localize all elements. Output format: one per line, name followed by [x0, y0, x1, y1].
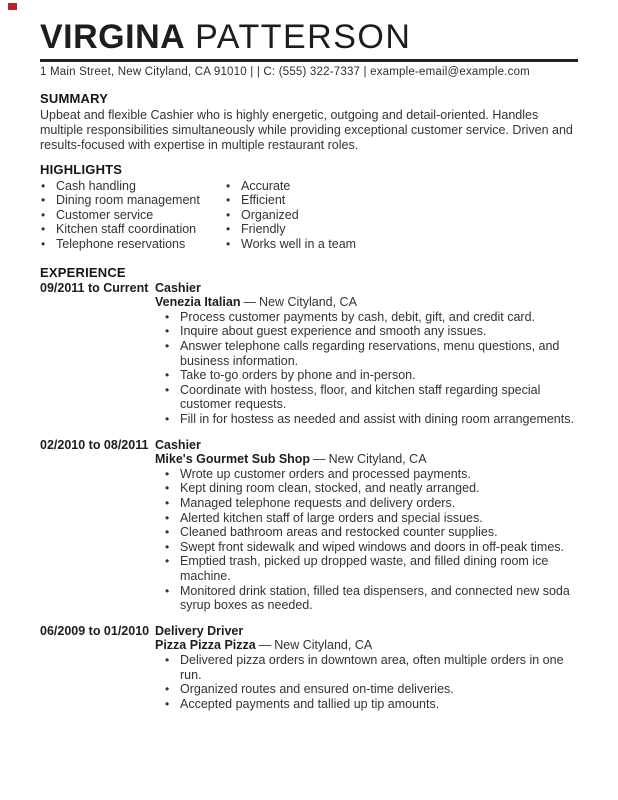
- job-title: Cashier: [155, 437, 201, 452]
- header-divider: [40, 59, 578, 62]
- job-title: Delivery Driver: [155, 623, 244, 638]
- job-company: Mike's Gourmet Sub Shop: [155, 452, 311, 467]
- highlight-item: • Telephone reservations: [40, 237, 225, 252]
- job-location: New Cityland, CA: [328, 452, 427, 467]
- job-bullet: • Wrote up customer orders and processed payments.: [164, 467, 578, 482]
- job-bullet: • Monitored drink station, filled tea dispensers, and connected new soda syrup boxes as needed.: [164, 584, 578, 613]
- job-details: [155, 624, 578, 712]
- job-bullet: • Cleaned bathroom areas and restocked counter supplies.: [164, 525, 578, 540]
- experience-job-1: [40, 281, 578, 427]
- job-company: Venezia Italian: [155, 295, 241, 310]
- em-dash-separator: —: [313, 452, 326, 467]
- highlight-item: • Cash handling: [40, 179, 225, 194]
- highlight-item: • Organized: [225, 208, 356, 223]
- contact-line: 1 Main Street, New Cityland, CA 91010 | | C: (555) 322-7337 | example-email@example.com: [40, 65, 530, 78]
- summary-text: Upbeat and flexible Cashier who is highly energetic, outgoing and detail-oriented. Handles multiple responsibilities simultaneously while providing exceptional customer service. Driven and results-focused with expertise in multiple restaurant roles.: [40, 107, 573, 152]
- job-details: [155, 281, 578, 427]
- highlights-column-1: [40, 179, 225, 252]
- job-bullet: • Fill in for hostess as needed and assist with dining room arrangements.: [164, 412, 578, 427]
- red-corner-mark: [8, 3, 17, 10]
- highlight-item: • Customer service: [40, 208, 225, 223]
- job-bullet: • Accepted payments and tallied up tip amounts.: [164, 697, 578, 712]
- highlights-column-2: [225, 179, 356, 252]
- job-bullet-list: [155, 310, 578, 427]
- job-dates: 02/2010 to 08/2011: [40, 437, 149, 452]
- experience-job-2: [40, 438, 578, 613]
- job-bullet: • Kept dining room clean, stocked, and neatly arranged.: [164, 481, 578, 496]
- job-company-line: [155, 638, 578, 653]
- highlight-item: • Friendly: [225, 222, 356, 237]
- job-bullet: • Swept front sidewalk and wiped windows and doors in off-peak times.: [164, 540, 578, 555]
- job-bullet: • Inquire about guest experience and smooth any issues.: [164, 324, 578, 339]
- highlight-item: • Efficient: [225, 193, 356, 208]
- experience-job-3: [40, 624, 578, 712]
- job-details: [155, 438, 578, 613]
- candidate-name: [40, 20, 578, 56]
- job-dates: 09/2011 to Current: [40, 280, 149, 295]
- job-dates: 06/2009 to 01/2010: [40, 623, 150, 638]
- job-bullet: • Organized routes and ensured on-time deliveries.: [164, 682, 578, 697]
- em-dash-separator: —: [243, 295, 256, 310]
- job-location: New Cityland, CA: [274, 638, 373, 653]
- highlight-item: • Dining room management: [40, 193, 225, 208]
- job-company-line: [155, 295, 578, 310]
- highlights-columns: [40, 179, 578, 252]
- candidate-first-name: VIRGINA: [40, 18, 186, 56]
- job-bullet-list: [155, 653, 578, 711]
- job-location: New Cityland, CA: [258, 295, 357, 310]
- job-bullet: • Process customer payments by cash, debit, gift, and credit card.: [164, 310, 578, 325]
- highlights-section-heading: HIGHLIGHTS: [40, 161, 123, 177]
- highlight-item: • Accurate: [225, 179, 356, 194]
- job-bullet-list: [155, 467, 578, 613]
- job-bullet: • Alerted kitchen staff of large orders and special issues.: [164, 511, 578, 526]
- em-dash-separator: —: [258, 638, 272, 653]
- candidate-last-name: PATTERSON: [195, 18, 412, 56]
- job-bullet: • Answer telephone calls regarding reservations, menu questions, and business information.: [164, 339, 578, 368]
- summary-section-heading: SUMMARY: [40, 90, 109, 106]
- job-bullet: • Coordinate with hostess, floor, and kitchen staff regarding special customer requests.: [164, 383, 578, 412]
- job-bullet: • Delivered pizza orders in downtown area, often multiple orders in one run.: [164, 653, 578, 682]
- highlight-item: • Kitchen staff coordination: [40, 222, 225, 237]
- highlight-item: • Works well in a team: [225, 237, 356, 252]
- job-bullet: • Emptied trash, picked up dropped waste, and filled dining room ice machine.: [164, 554, 578, 583]
- job-title: Cashier: [155, 280, 201, 295]
- job-bullet: • Managed telephone requests and delivery orders.: [164, 496, 578, 511]
- job-company: Pizza Pizza Pizza: [155, 638, 256, 653]
- job-company-line: [155, 452, 578, 467]
- job-bullet: • Take to-go orders by phone and in-person.: [164, 368, 578, 383]
- experience-section-heading: EXPERIENCE: [40, 264, 126, 280]
